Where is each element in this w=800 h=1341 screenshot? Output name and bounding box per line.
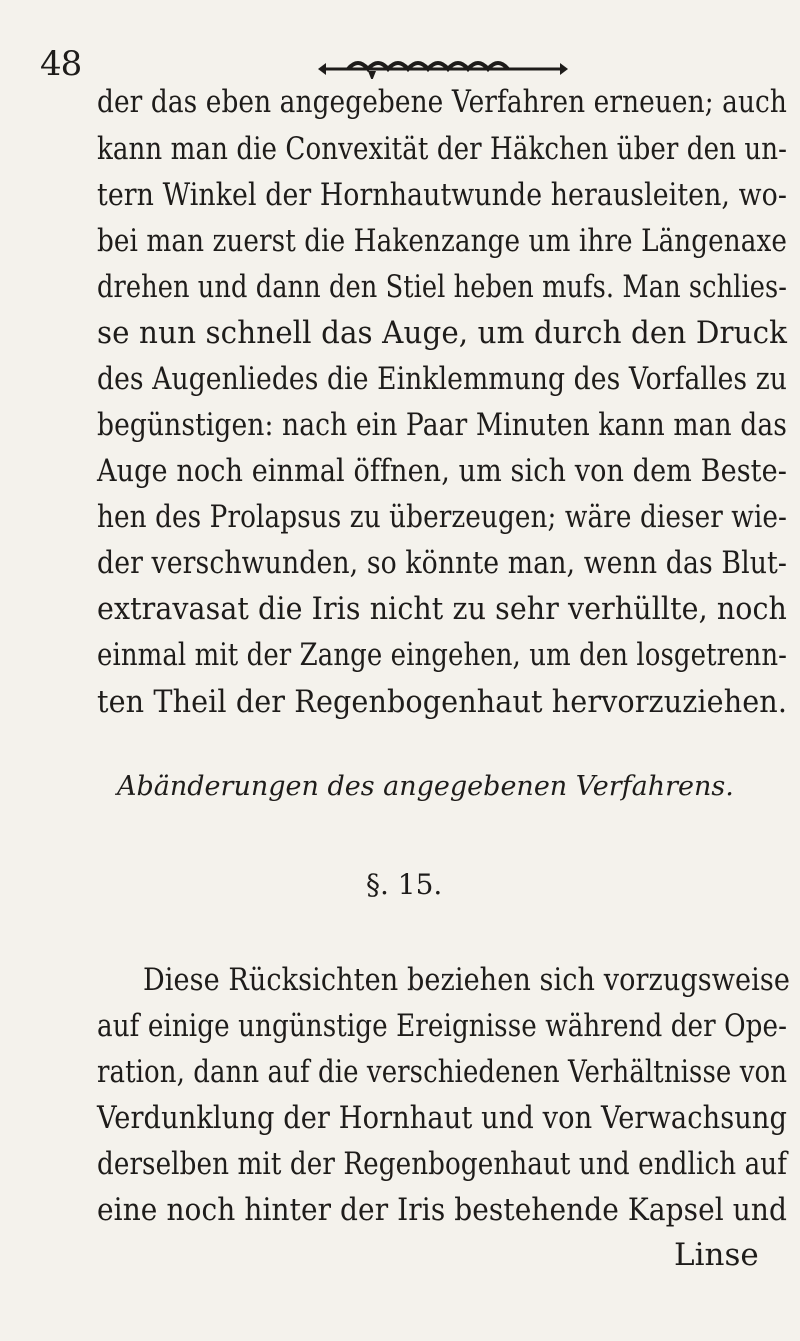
text-line: hen des Prolapsus zu überzeugen; wäre dieser wie- bbox=[97, 499, 787, 535]
text-line: derselben mit der Regenbogenhaut und endlich auf bbox=[97, 1146, 788, 1182]
text-line: ration, dann auf die verschiedenen Verhältnisse von bbox=[97, 1054, 788, 1090]
text-line: der das eben angegebene Verfahren erneuen; auch bbox=[97, 84, 788, 120]
text-line: Verdunklung der Hornhaut und von Verwachsung bbox=[97, 1100, 788, 1136]
text-line: kann man die Convexität der Häkchen über den un- bbox=[97, 131, 788, 167]
section-heading: Abänderungen des angegebenen Verfahrens. bbox=[117, 771, 734, 802]
text-line: Diese Rücksichten beziehen sich vorzugsweise bbox=[143, 962, 791, 998]
section-number: §. 15. bbox=[366, 868, 443, 901]
text-line: eine noch hinter der Iris bestehende Kapsel und bbox=[97, 1192, 788, 1228]
text-line: auf einige ungünstige Ereignisse während der Ope- bbox=[97, 1008, 788, 1044]
text-line: einmal mit der Zange eingehen, um den losgetrenn- bbox=[97, 637, 788, 673]
text-line: der verschwunden, so könnte man, wenn das Blut- bbox=[97, 545, 787, 581]
text-line: ten Theil der Regenbogenhaut hervorzuziehen. bbox=[97, 684, 788, 720]
text-line: se nun schnell das Auge, um durch den Druck bbox=[97, 315, 788, 351]
text-line: Auge noch einmal öffnen, um sich von dem Beste- bbox=[97, 453, 787, 489]
text-line: extravasat die Iris nicht zu sehr verhüllte, noch bbox=[97, 591, 787, 627]
catchword: Linse bbox=[674, 1237, 759, 1273]
text-line: bei man zuerst die Hakenzange um ihre Längenaxe bbox=[97, 223, 788, 259]
text-line: begünstigen: nach ein Paar Minuten kann man das bbox=[97, 407, 787, 443]
page-number: 48 bbox=[40, 44, 82, 84]
text-line: drehen und dann den Stiel heben mufs. Man schlies- bbox=[97, 269, 787, 305]
ornament-rule bbox=[318, 55, 568, 79]
text-line: tern Winkel der Hornhautwunde herausleiten, wo- bbox=[97, 177, 787, 213]
text-line: des Augenliedes die Einklemmung des Vorfalles zu bbox=[97, 361, 788, 397]
